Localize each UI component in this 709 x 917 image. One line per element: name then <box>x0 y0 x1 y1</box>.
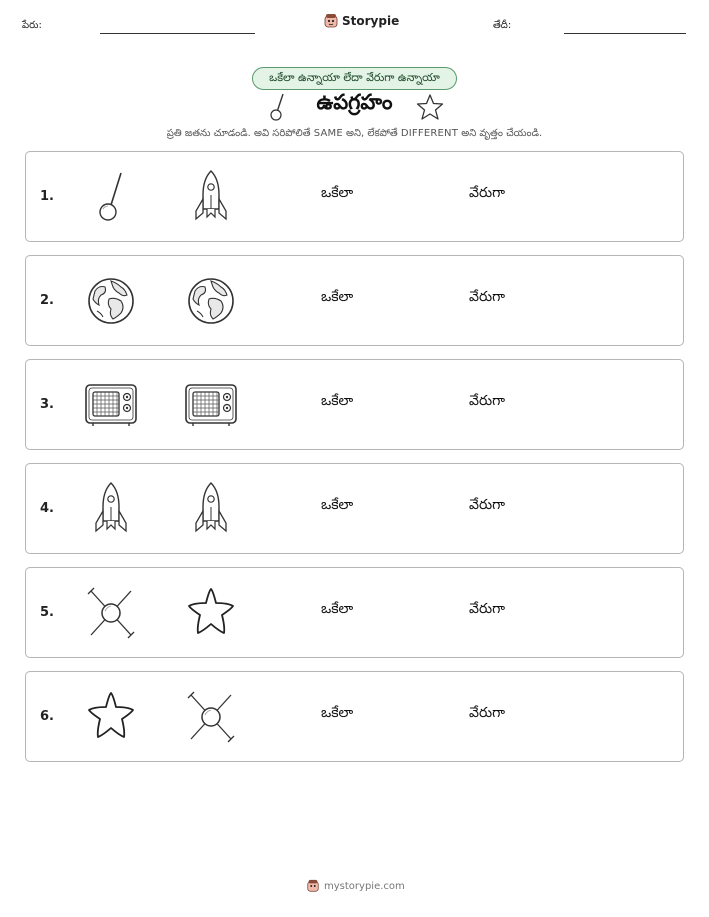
instructions-before: ప్రతి జతను చూడండి. అవి సరిపోలితే <box>166 128 314 139</box>
question-row-4 <box>25 463 684 554</box>
instructions-after: అని వృత్తం చేయండి. <box>458 128 543 139</box>
page-title: ఉపగ్రహం <box>316 90 393 114</box>
same-option[interactable]: ఒకేలా <box>321 185 354 201</box>
star-icon <box>81 687 141 747</box>
subtitle-pill: ఒకేలా ఉన్నాయా లేదా వేరుగా ఉన్నాయా <box>252 67 457 90</box>
earth-icon <box>81 271 141 331</box>
same-option[interactable]: ఒకేలా <box>321 393 354 409</box>
different-keyword: DIFFERENT <box>400 128 459 139</box>
worksheet-header <box>0 0 709 40</box>
question-number: 2. <box>40 293 54 308</box>
question-number: 5. <box>40 605 54 620</box>
different-option[interactable]: వేరుగా <box>469 497 505 513</box>
question-row-2 <box>25 255 684 346</box>
name-field[interactable] <box>100 33 255 34</box>
same-option[interactable]: ఒకేలా <box>321 289 354 305</box>
mascot-icon <box>323 13 339 29</box>
different-option[interactable]: వేరుగా <box>469 393 505 409</box>
different-option[interactable]: వేరుగా <box>469 705 505 721</box>
same-option[interactable]: ఒకేలా <box>321 601 354 617</box>
name-label: పేరు: <box>22 20 42 31</box>
same-keyword: SAME <box>313 128 343 139</box>
star-icon <box>415 93 445 121</box>
question-row-1 <box>25 151 684 242</box>
footer-url[interactable]: mystorypie.com <box>324 880 405 892</box>
question-row-3 <box>25 359 684 450</box>
star-icon <box>181 583 241 643</box>
question-row-6 <box>25 671 684 762</box>
question-number: 4. <box>40 501 54 516</box>
brand-logo <box>323 13 399 29</box>
instructions-middle: అని, లేకపోతే <box>342 128 401 139</box>
different-option[interactable]: వేరుగా <box>469 185 505 201</box>
rocket-icon <box>181 167 241 227</box>
question-number: 6. <box>40 709 54 724</box>
footer <box>306 879 405 893</box>
question-number: 3. <box>40 397 54 412</box>
earth-icon <box>181 271 241 331</box>
mascot-icon <box>306 879 320 893</box>
question-row-5 <box>25 567 684 658</box>
same-option[interactable]: ఒకేలా <box>321 705 354 721</box>
brand-name: Storypie <box>342 14 400 28</box>
different-option[interactable]: వేరుగా <box>469 601 505 617</box>
satellite-icon <box>81 167 141 227</box>
rocket-icon <box>181 479 241 539</box>
date-label: తేదీ: <box>493 20 512 31</box>
date-field[interactable] <box>564 33 686 34</box>
tv-icon <box>81 375 141 435</box>
satellite-cross-icon <box>81 583 141 643</box>
question-number: 1. <box>40 189 54 204</box>
instructions <box>0 127 709 141</box>
satellite-cross-icon <box>181 687 241 747</box>
different-option[interactable]: వేరుగా <box>469 289 505 305</box>
tv-icon <box>181 375 241 435</box>
rocket-icon <box>81 479 141 539</box>
same-option[interactable]: ఒకేలా <box>321 497 354 513</box>
